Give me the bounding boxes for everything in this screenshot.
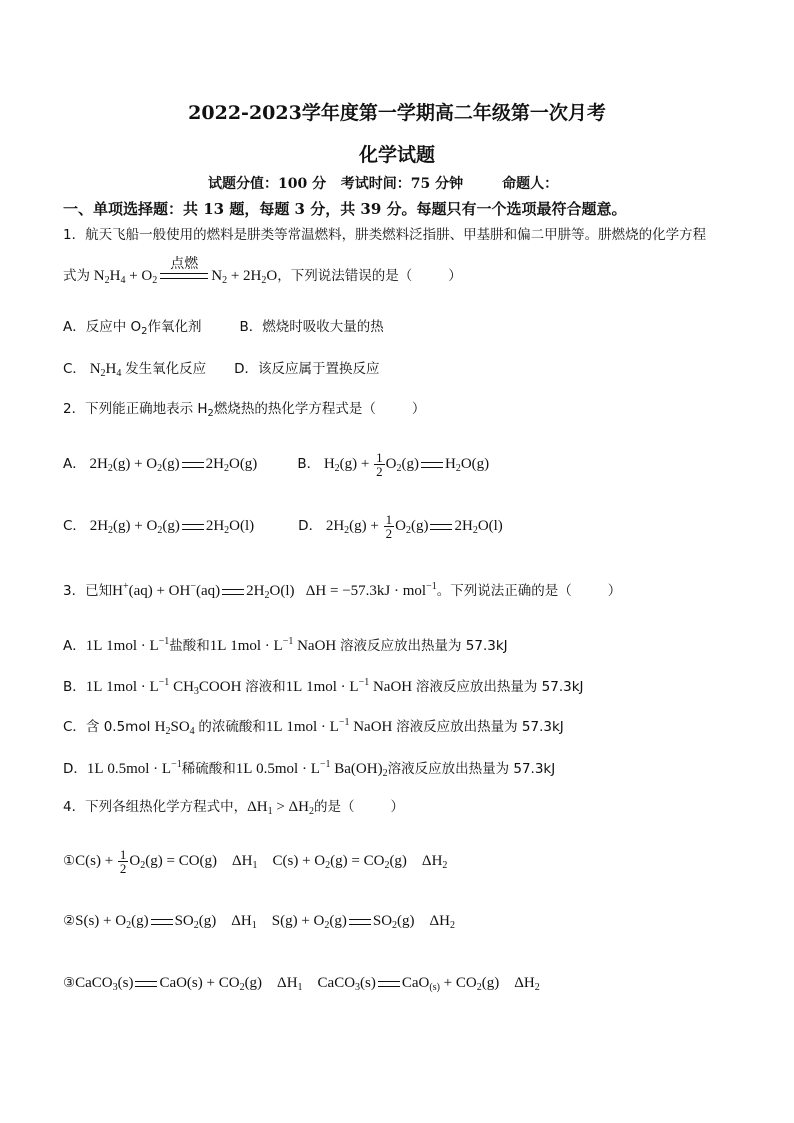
q4-group-3: ③CaCO$_3$(s) $CaO(s) + CO_2(g)$ $\Delta H_1$ CaCO$_3$(s) $CaO_{(s)} + CO_2(g)$ $\Delta H_2$ bbox=[63, 975, 540, 993]
q1-options-ab bbox=[63, 317, 384, 342]
q2-stem: 2．下列能正确地表示 $H_2$燃烧热的热化学方程式是（ ） bbox=[63, 401, 426, 419]
q4-stem: 4．下列各组热化学方程式中，$\Delta H_1 > \Delta H_2$的是（ ） bbox=[63, 799, 405, 817]
q1-option-a: A．反应中 $O_2$作氧化剂 bbox=[63, 319, 202, 337]
exam-title: 2022-2023学年度第一学期高二年级第一次月考 bbox=[188, 102, 606, 124]
q4-group-2: ②S(s) + $O_2(g)$ $SO_2(g)$ $\Delta H_1$ $S(g) + O_2(g)$ $SO_2(g)$ $\Delta H_2$ bbox=[63, 913, 456, 931]
score-info: 试题分值：100 分 bbox=[208, 176, 327, 192]
exam-subtitle: 化学试题 bbox=[358, 144, 435, 166]
q3-option-d: D．1L $0.5mol \cdot L^{-1}$稀硫酸和1L $0.5mol \cdot L^{-1}$ $Ba(OH)_2$溶液反应放出热量为 57.3kJ bbox=[63, 759, 556, 779]
q1-option-c: C． $N_2H_4$ 发生氧化反应 bbox=[63, 361, 207, 379]
q3-stem: 3．已知H+(aq) + OH−(aq) $2H_2O(l) \Delta H = -57.3kJ \cdot mol^{-1}$。下列说法正确的是（ ） bbox=[63, 581, 622, 601]
q4-group-1: ①C(s) + $\frac{1}{2}$ $O_2(g) = CO(g)$ $\Delta H_1$ $C(s) + O_2(g) = CO_2(g)$ $\Delta H_2$ bbox=[63, 847, 448, 876]
author-info: 命题人： bbox=[502, 176, 559, 192]
q3-option-a: A．1L $1mol \cdot L^{-1}$盐酸和1L $1mol \cdot L^{-1}$ NaOH 溶液反应放出热量为 57.3kJ bbox=[63, 636, 508, 654]
time-info: 考试时间：75 分钟 bbox=[340, 176, 464, 192]
q3-option-c: C．含 0.5mol $H_2SO_4$ 的浓硫酸和1L $1mol \cdot L^{-1}$ NaOH 溶液反应放出热量为 57.3kJ bbox=[63, 717, 564, 737]
q1-options-cd bbox=[63, 359, 380, 384]
q1-option-d: D．该反应属于置换反应 bbox=[234, 361, 380, 377]
exam-info bbox=[208, 173, 558, 193]
q2-options-cd: C． $2H_2(g) + O_2(g)$ $2H_2O(l)$ D． $2H_2(g)$ + $\frac{1}{2}$ $O_2(g)$ $2H_2O(l)$ bbox=[63, 512, 503, 541]
q1-option-b: B．燃烧时吸收大量的热 bbox=[239, 319, 384, 335]
q3-option-b: B．1L $1mol \cdot L^{-1}$ $CH_3COOH$ 溶液和1L $1mol \cdot L^{-1}$ NaOH 溶液反应放出热量为 57.3kJ bbox=[63, 677, 584, 697]
q1-stem-line2: 式为 $N_2H_4 + O_2$ 点燃 $N_2 + 2H_2O$，下列说法错误的是（ ） bbox=[63, 256, 462, 286]
q2-options-ab: A． $2H_2(g) + O_2(g)$ $2H_2O(g)$ B． $H_2(g)$ + $\frac{1}{2}$ $O_2(g)$ $H_2O(g)$ bbox=[63, 450, 490, 479]
reaction-arrow: 点燃 bbox=[160, 273, 208, 279]
section-heading: 一、单项选择题：共 13 题，每题 3 分，共 39 分。每题只有一个选项最符合题意。 bbox=[63, 200, 627, 218]
q1-stem-line1: 1．航天飞船一般使用的燃料是肼类等常温燃料，肼类燃料泛指肼、甲基肼和偏二甲肼等。肼燃烧的化学方程 bbox=[63, 227, 707, 243]
